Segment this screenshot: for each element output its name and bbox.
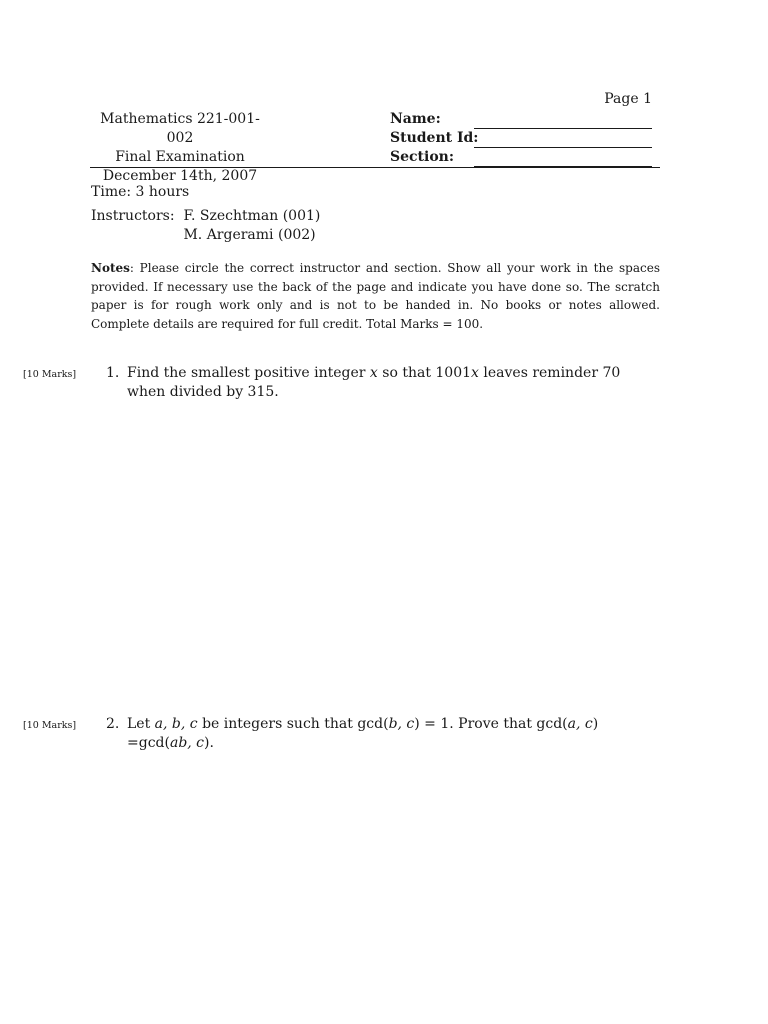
section-label: Section:	[390, 149, 455, 165]
name-label: Name:	[390, 111, 441, 127]
exam-title: Final Examination	[115, 149, 245, 165]
problem-1-text: Find the smallest positive integer x so that 1001x leaves reminder 70 when divided by 315.	[127, 365, 621, 400]
problem-2-marks: [10 Marks]	[23, 720, 77, 731]
section-field-row	[390, 148, 652, 167]
student-id-field[interactable]	[474, 132, 652, 148]
problem-number: 1.	[106, 365, 120, 381]
section-field[interactable]	[474, 151, 652, 167]
notes-text: : Please circle the correct instructor and section. Show all your work in the spaces provided. If necessary use the back of the page and indicate you have done so. The scratch paper is for rough work only and is not to be handed in. No books or notes allowed. Complete details are required for full credit. Total Marks = 100.	[91, 261, 660, 331]
problem-2-text: Let a, b, c be integers such that gcd(b, c) = 1. Prove that gcd(a, c) =gcd(ab, c).	[127, 716, 599, 751]
course-title: Mathematics 221-001-002	[100, 111, 260, 146]
instructors-list	[183, 207, 320, 245]
exam-date: December 14th, 2007	[102, 168, 258, 184]
student-id-field-row	[390, 129, 652, 148]
instructors-block	[91, 207, 320, 245]
instructors-label: Instructors:	[91, 208, 175, 224]
student-id-label: Student Id:	[390, 130, 479, 146]
notes-label: Notes	[91, 261, 130, 275]
page-number: Page 1	[604, 91, 652, 107]
header-divider	[90, 167, 660, 168]
course-header	[90, 110, 270, 186]
exam-duration: Time: 3 hours	[91, 184, 190, 200]
exam-notes	[91, 259, 660, 333]
problem-number: 2.	[106, 716, 120, 732]
problem-1	[106, 364, 660, 402]
student-info-fields	[390, 110, 652, 167]
name-field-row	[390, 110, 652, 129]
instructor-item: F. Szechtman (001)	[183, 208, 321, 224]
instructor-item: M. Argerami (002)	[183, 227, 316, 243]
problem-1-marks: [10 Marks]	[23, 369, 77, 380]
problem-2	[106, 715, 660, 753]
name-field[interactable]	[474, 113, 652, 129]
